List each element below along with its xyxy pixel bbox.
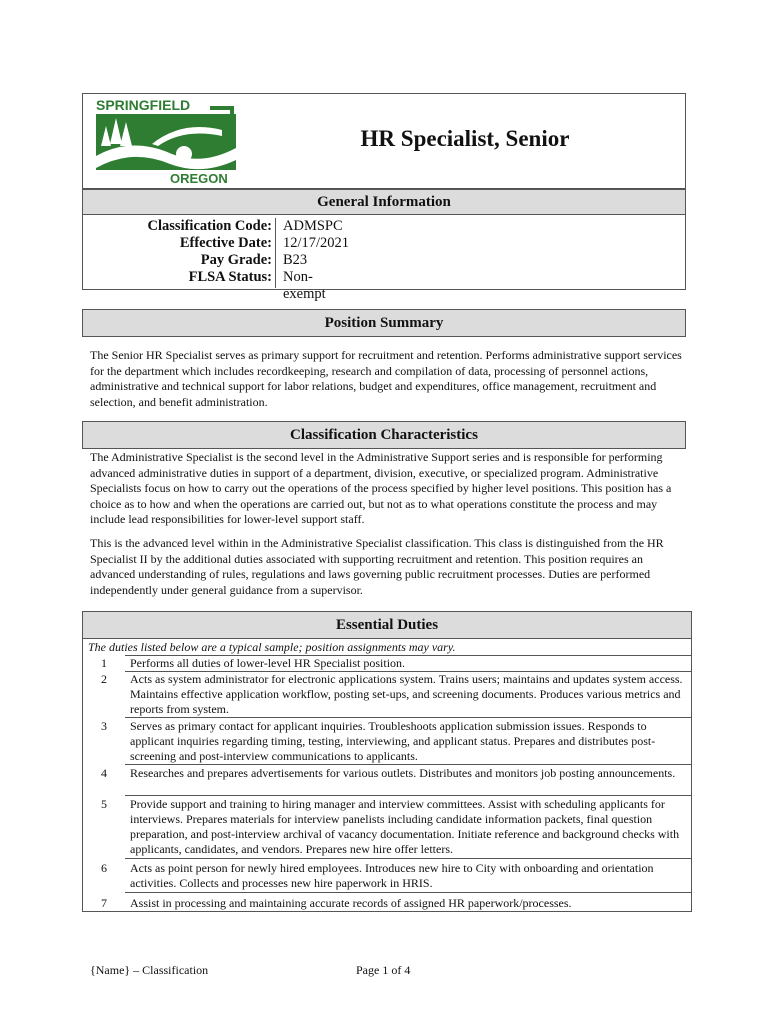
duty-text: Researches and prepares advertisements for various outlets. Distributes and monitors job posting announcements.: [130, 766, 676, 780]
essential-duties-note: The duties listed below are a typical sample; position assignments may vary.: [88, 640, 456, 654]
duty-text: Serves as primary contact for applicant inquiries. Troubleshoots application submission issues. Responds to applicant inquiries regarding timing, testing, interviewing, and applicant status. Prepares and distributes post-screening and post-interview communications to applicants.: [130, 719, 656, 763]
duty-text: Performs all duties of lower-level HR Specialist position.: [130, 656, 406, 670]
general-information-divider: [275, 218, 276, 288]
gi-label: FLSA Status:: [188, 269, 272, 285]
logo-text-springfield: SPRINGFIELD: [96, 97, 191, 113]
gi-value: Non-exempt: [283, 269, 326, 302]
classification-characteristics-p1: The Administrative Specialist is the second level in the Administrative Support series and is responsible for performing advanced administrative duties in support of a department, division, executive, or specialized program. Administrative Specialists focus on how to carry out the operations of the process specified by higher level positions. This position has a choice as to how and when the operations are carried out, but not as to what operations constitute the process and may include lead responsibilities for lower-level support staff.: [90, 450, 672, 526]
duty-number: 4: [101, 766, 107, 780]
duty-number: 7: [101, 896, 107, 910]
duty-number: 5: [101, 797, 107, 811]
position-summary-text: The Senior HR Specialist serves as primary support for recruitment and retention. Performs administrative support services for the department which includes recordkeeping, research and compilation of data, processing of personnel actions, administrative and technical support for labor relations, budget and expenditures, office management, recruitment and selection, and benefit administration.: [90, 348, 682, 409]
footer-page-number: Page 1 of 4: [356, 963, 411, 977]
duty-number: 6: [101, 861, 107, 875]
position-summary-heading: Position Summary: [82, 309, 686, 337]
logo-text-oregon: OREGON: [170, 171, 228, 186]
gi-value: ADMSPC: [283, 218, 343, 234]
duty-text: Provide support and training to hiring manager and interview committees. Assist with scheduling applicants for interviews. Prepares materials for interview panelists including candidate information packets, final question preparation, and post-interview archival of vacancy documentation. Initiate reference and background checks with applicants, candidates, and vendors. Prepares new hire offer letters.: [130, 797, 680, 856]
duty-text: Acts as system administrator for electronic applications system. Trains users; maintains and updates system access. Maintains effective application workflow, posting set-ups, and screening documents. Produces various metrics and reports from system.: [130, 672, 683, 716]
classification-characteristics-heading: Classification Characteristics: [82, 421, 686, 449]
gi-label: Effective Date:: [179, 235, 272, 251]
gi-label: Classification Code:: [147, 218, 272, 234]
footer-left: {Name} – Classification: [90, 963, 209, 977]
logo-graphic: [92, 96, 242, 186]
row-divider: [125, 717, 692, 718]
gi-value: 12/17/2021: [283, 235, 350, 251]
duty-number: 2: [101, 672, 107, 686]
duty-number: 3: [101, 719, 107, 733]
general-information-heading: General Information: [82, 189, 686, 215]
duty-number: 1: [101, 656, 107, 670]
springfield-oregon-logo: [92, 96, 242, 186]
row-divider: [125, 892, 692, 893]
duty-text: Assist in processing and maintaining accurate records of assigned HR paperwork/processes.: [130, 896, 572, 910]
row-divider: [125, 795, 692, 796]
gi-label: Pay Grade:: [200, 252, 272, 268]
gi-value: B23: [283, 252, 308, 268]
page-title: HR Specialist, Senior: [360, 126, 570, 151]
essential-duties-heading: Essential Duties: [82, 611, 692, 639]
row-divider: [125, 858, 692, 859]
row-divider: [125, 764, 692, 765]
duty-text: Acts as point person for newly hired employees. Introduces new hire to City with onboarding and orientation activities. Collects and processes new hire paperwork in HRIS.: [130, 861, 654, 890]
classification-characteristics-p2: This is the advanced level within in the Administrative Specialist classification. This class is distinguished from the HR Specialist II by the additional duties associated with supporting recruitment and retention. This position requires an advanced understanding of rules, regulations and laws governing public recruitment processes. Duties are performed independently under general guidance from a supervisor.: [90, 536, 664, 597]
